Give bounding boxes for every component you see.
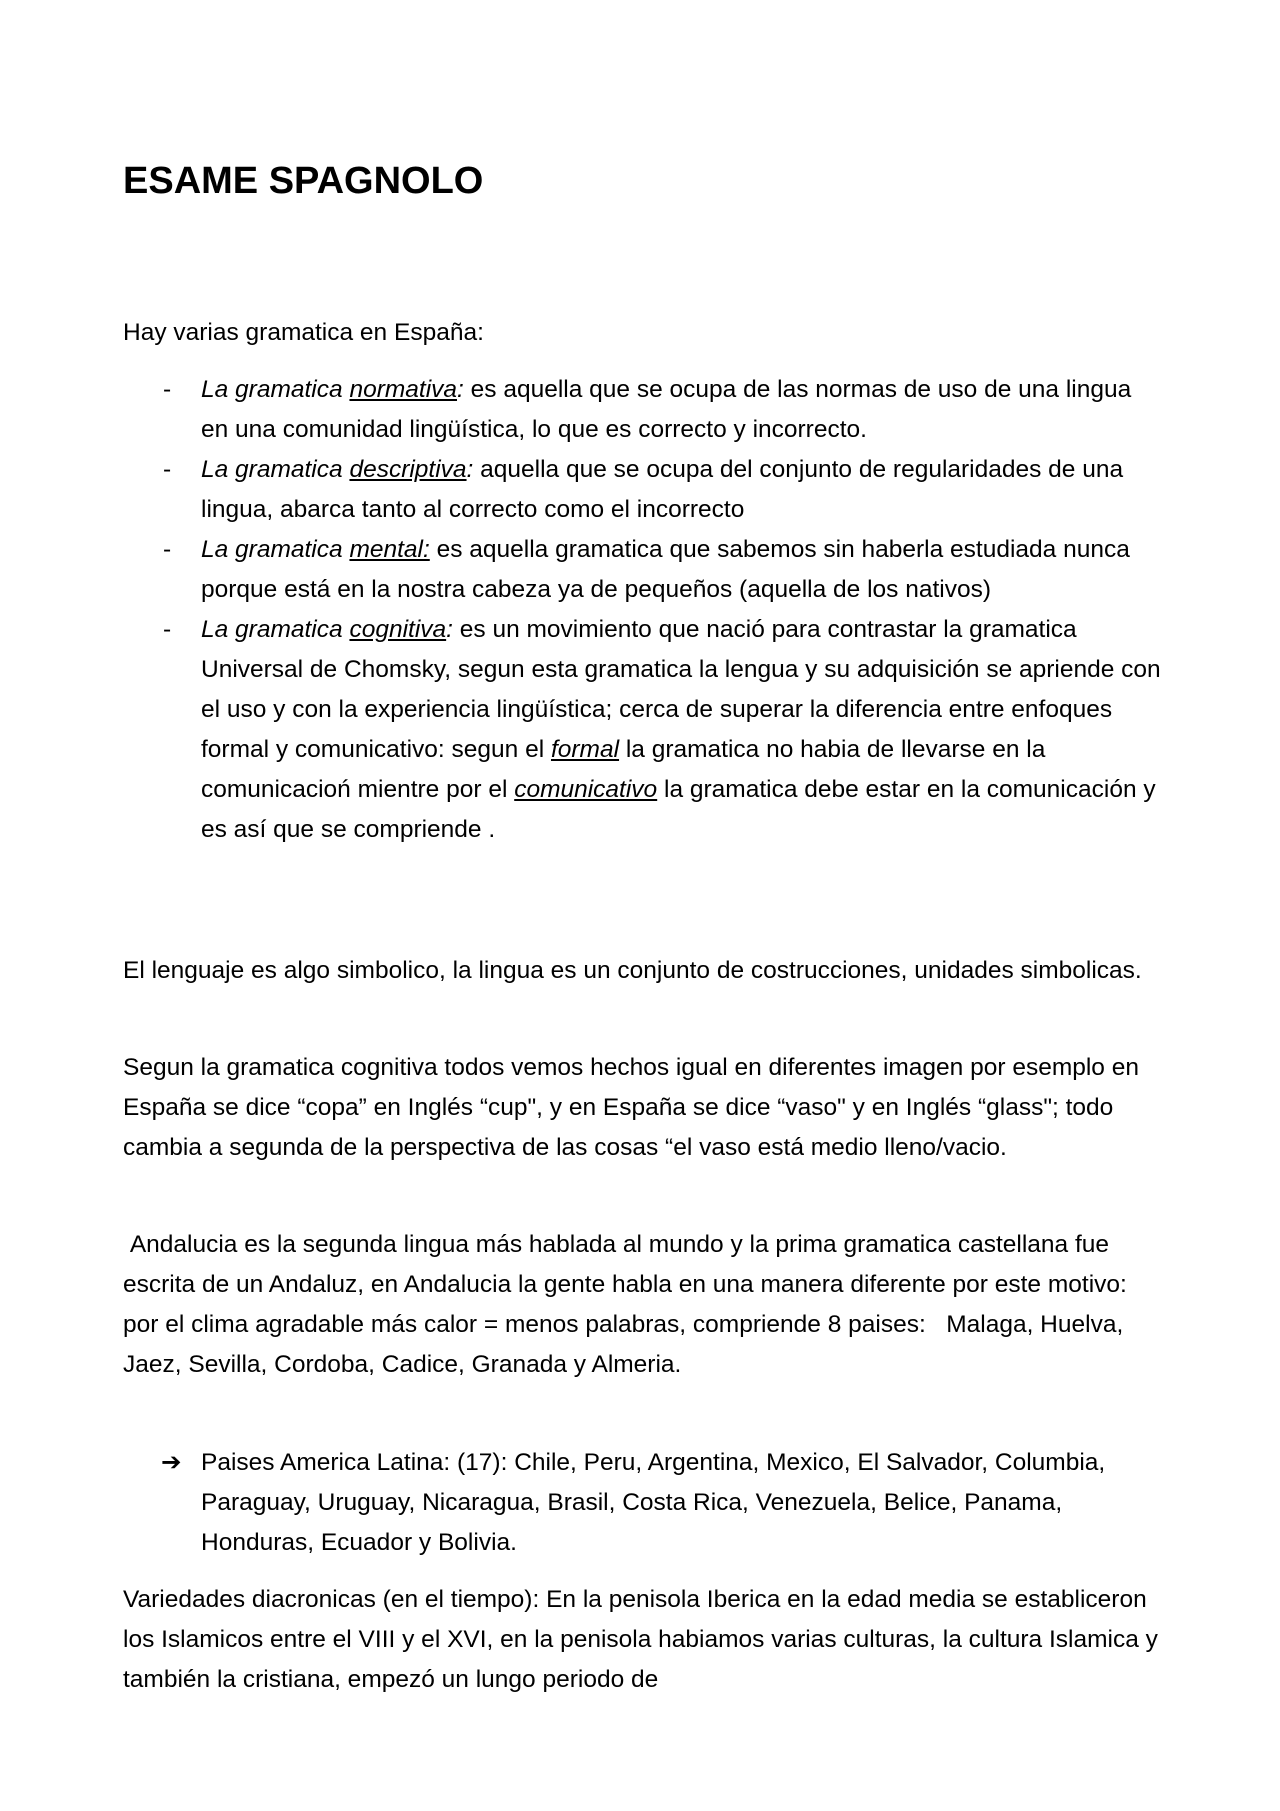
document-title: ESAME SPAGNOLO	[123, 160, 484, 202]
term-mental: mental:	[349, 536, 430, 563]
term-suffix: :	[446, 616, 453, 643]
list-item-text: es aquella que se ocupa de las normas de uso de una lingua en una comunidad lingüística, lo que es correcto y incorrecto.	[201, 376, 1132, 443]
dash-bullet: -	[163, 536, 172, 563]
list-item-normativa	[123, 370, 1163, 450]
term-cognitiva: cognitiva	[349, 616, 447, 643]
paragraph-andalucia: Andalucia es la segunda lingua más hablada al mundo y la prima gramatica castellana fue escrita de un Andaluz, en Andalucia la gente habla en una manera diferente por este motivo: por el clima agradable más calor = menos palabras, compriende 8 paises: Malaga, Huelva, Jaez, Sevilla, Cordoba, Cadice, Granada y Almeria.	[123, 1231, 1134, 1378]
term-prefix: La gramatica	[201, 536, 350, 563]
paragraph-cognitiva: Segun la gramatica cognitiva todos vemos hechos igual en diferentes imagen por esemplo en España se dice “copa” en Inglés “cup", y en España se dice “vaso" y en Inglés “glass"; todo cambia a segunda de la perspectiva de las cosas “el vaso está medio lleno/vacio.	[123, 1054, 1139, 1161]
list-item-text: aquella que se ocupa del conjunto de regularidades de una lingua, abarca tanto al correcto como el incorrecto	[201, 456, 1124, 523]
paragraph-variedades: Variedades diacronicas (en el tiempo): En la penisola Iberica en la edad media se establiceron los Islamicos entre el VIII y el XVI, en la penisola habiamos varias culturas, la cultura Islamica y también la cristiana, empezó un lungo periodo de	[123, 1586, 1158, 1693]
term-prefix: La gramatica	[201, 616, 350, 643]
list-item-cognitiva	[123, 610, 1163, 850]
list-item-descriptiva	[123, 450, 1163, 530]
grammar-types-list	[123, 370, 1163, 850]
arrow-right-icon: ➔	[161, 1449, 182, 1476]
paragraph-lenguaje: El lenguaje es algo simbolico, la lingua es un conjunto de costrucciones, unidades simbolicas.	[123, 957, 1142, 984]
dash-bullet: -	[163, 456, 172, 483]
dash-bullet: -	[163, 616, 172, 643]
term-normativa: normativa	[349, 376, 458, 403]
list-item-text: la gramatica no habia de llevarse en la comunicacioń mientre por el	[201, 736, 1046, 803]
term-prefix: La gramatica	[201, 376, 350, 403]
list-item-text: es aquella gramatica que sabemos sin haberla estudiada nunca porque está en la nostra cabeza ya de pequeños (aquella de los nativos)	[201, 536, 1130, 603]
term-formal: formal	[550, 736, 620, 763]
term-descriptiva: descriptiva	[349, 456, 467, 483]
term-prefix: La gramatica	[201, 456, 350, 483]
arrow-item-text: Paises America Latina: (17): Chile, Peru, Argentina, Mexico, El Salvador, Columbia, Paraguay, Uruguay, Nicaragua, Brasil, Costa Rica, Venezuela, Belice, Panama, Honduras, Ecuador y Bolivia.	[201, 1449, 1106, 1556]
term-comunicativo: comunicativo	[514, 776, 658, 803]
list-item-text: la gramatica debe estar en la comunicación y es así que se compriende .	[201, 776, 1156, 843]
term-suffix: :	[457, 376, 464, 403]
list-item-text: es un movimiento que nació para contrastar la gramatica Universal de Chomsky, segun esta gramatica la lengua y su adquisición se apriende con el uso y con la experiencia lingüística; cerca de superar la diferencia entre enfoques formal y comunicativo: segun el	[201, 616, 1161, 763]
term-suffix: :	[466, 456, 474, 483]
dash-bullet: -	[163, 376, 172, 403]
arrow-list-item	[123, 1443, 1163, 1563]
list-item-mental	[123, 530, 1163, 610]
intro-paragraph: Hay varias gramatica en España:	[123, 319, 484, 346]
